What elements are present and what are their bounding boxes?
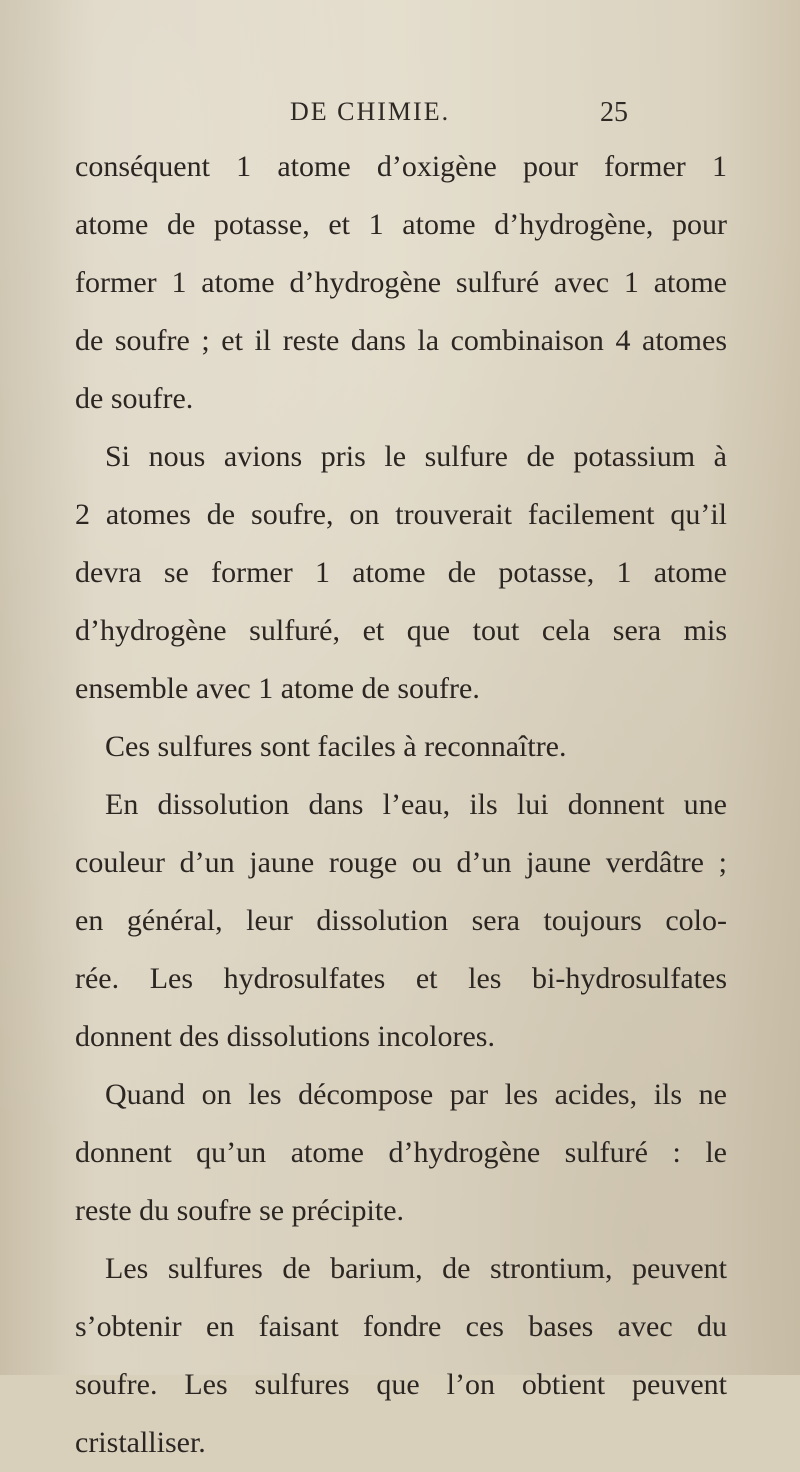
text-line: de soufre. — [75, 382, 194, 415]
text-line: donnent des dissolutions incolores. — [75, 1020, 495, 1053]
text-line: ensemble avec 1 atome de soufre. — [75, 672, 480, 705]
text-line: devra se former 1 atome de potasse, 1 atome — [75, 556, 727, 589]
text-line: donnent qu’un atome d’hydrogène sulfuré : le — [75, 1136, 727, 1169]
text-line: couleur d’un jaune rouge ou d’un jaune verdâtre ; — [75, 846, 727, 879]
text-line: reste du soufre se précipite. — [75, 1194, 405, 1227]
page-header — [0, 97, 800, 137]
text-line: de soufre ; et il reste dans la combinaison 4 atomes — [75, 324, 727, 357]
text-line: conséquent 1 atome d’oxigène pour former 1 — [75, 150, 727, 183]
paragraph-start-line: Ces sulfures sont faciles à reconnaître. — [105, 730, 567, 763]
paragraph-start-line: Si nous avions pris le sulfure de potassium à — [105, 440, 727, 473]
paragraph-start-line: Quand on les décompose par les acides, ils ne — [105, 1078, 727, 1111]
text-line: atome de potasse, et 1 atome d’hydrogène, pour — [75, 208, 727, 241]
paragraph-start-line: En dissolution dans l’eau, ils lui donnent une — [105, 788, 727, 821]
text-line: s’obtenir en faisant fondre ces bases avec du — [75, 1310, 727, 1343]
paragraph-start-line: Les sulfures de barium, de strontium, peuvent — [105, 1252, 727, 1285]
text-line: cristalliser. — [75, 1426, 206, 1459]
text-line: rée. Les hydrosulfates et les bi-hydrosulfates — [75, 962, 727, 995]
text-line: former 1 atome d’hydrogène sulfuré avec 1 atome — [75, 266, 727, 299]
body-text — [75, 138, 727, 1472]
text-line: 2 atomes de soufre, on trouverait facilement qu’il — [75, 498, 727, 531]
text-line: soufre. Les sulfures que l’on obtient peuvent — [75, 1368, 727, 1401]
running-head: DE CHIMIE. — [290, 97, 451, 126]
text-line: d’hydrogène sulfuré, et que tout cela sera mis — [75, 614, 727, 647]
text-line: en général, leur dissolution sera toujours colo- — [75, 904, 727, 937]
page-number: 25 — [600, 97, 628, 128]
